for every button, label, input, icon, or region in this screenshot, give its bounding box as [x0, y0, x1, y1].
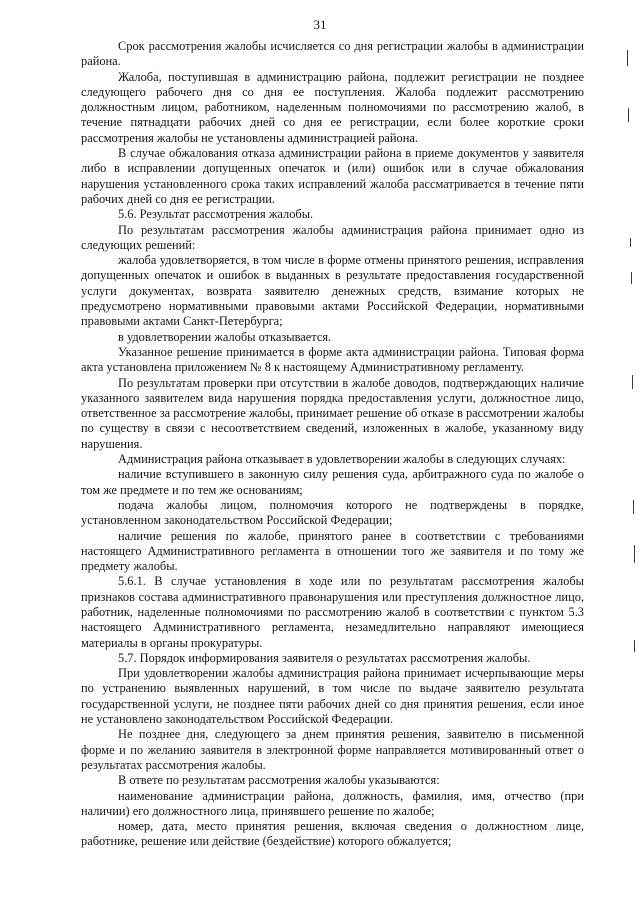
paragraph: В ответе по результатам рассмотрения жалобы указываются: [118, 773, 440, 788]
list-item: номер, дата, место принятия решения, включая сведения о должностном лице, работнике, решение или действие (бездействие) которого обжалуется; [81, 819, 584, 849]
scan-artifact-line [633, 500, 634, 514]
list-item: подача жалобы лицом, полномочия которого не подтверждены в порядке, установленном законодательством Российской Федерации; [81, 497, 584, 528]
list-item: наименование администрации района, должность, фамилия, имя, отчество (при наличии) его должностного лица, принявшего решение по жалобе; [81, 788, 584, 818]
paragraph: По результатам проверки при отсутствии в жалобе доводов, подтверждающих наличие указанного заявителем вида нарушения порядка предоставления услуги, должностное лицо, ответственное за рассмотрение жалобы, принимает решение об отказе в рассмотрении жалобы по существу в связи с несоответствием сведений, изложенных в жалобе, указанному виду нарушения. [81, 375, 584, 451]
list-item: в удовлетворении жалобы отказывается. [118, 329, 332, 344]
paragraph: Указанное решение принимается в форме акта администрации района. Типовая форма акта установлена приложением № 8 к настоящему Административному регламенту. [81, 344, 584, 375]
paragraph: В случае обжалования отказа администрации района в приеме документов у заявителя либо в исправлении допущенных опечаток и (или) ошибок или в случае обжалования нарушения установленного срока таких исправлений жалоба рассматривается в течение пяти рабочих дней со дня ее регистрации. [81, 146, 584, 206]
scan-artifact-line [628, 108, 629, 122]
paragraph: При удовлетворении жалобы администрация района принимает исчерпывающие меры по устранению выявленных нарушений, в том числе по выдаче заявителю результата государственной услуги, не позднее пяти рабочих дней со дня принятия решения, если иное не установлено законодательством Российской Федерации. [81, 666, 584, 727]
paragraph: Не позднее дня, следующего за днем принятия решения, заявителю в письменной форме и по желанию заявителя в электронной форме направляется мотивированный ответ о результатах рассмотрения жалобы. [81, 727, 584, 772]
paragraph: 5.6.1. В случае установления в ходе или по результатам рассмотрения жалобы признаков состава административного правонарушения или преступления должностное лицо, работник, наделенные полномочиями по рассмотрению жалоб в соответствии с пунктом 5.3 настоящего Административного регламента, незамедлительно направляют имеющиеся материалы в органы прокуратуры. [81, 574, 584, 650]
section-heading: 5.6. Результат рассмотрения жалобы. [118, 207, 314, 222]
paragraph: По результатам рассмотрения жалобы администрация района принимает одно из следующих решений: [81, 222, 584, 252]
scan-artifact-line [632, 375, 633, 389]
paragraph: Жалоба, поступившая в администрацию района, подлежит регистрации не позднее следующего рабочего дня со дня ее поступления. Жалоба подлежит рассмотрению должностным лицом, работником, наделенным полномочиями по рассмотрению жалоб, в течение пятнадцати рабочих дней со дня ее регистрации, если более короткие сроки рассмотрения жалобы не установлены администрацией района. [81, 69, 584, 145]
page-number: 31 [313, 17, 327, 32]
list-item: наличие вступившего в законную силу решения суда, арбитражного суда по жалобе о том же предмете и по тем же основаниям; [81, 467, 584, 497]
scan-artifact-line [634, 640, 635, 652]
list-item: наличие решения по жалобе, принятого ранее в соответствии с требованиями настоящего Административного регламента в отношении того же заявителя и по тому же предмету жалобы. [81, 528, 584, 574]
document-body [81, 39, 584, 850]
list-item: жалоба удовлетворяется, в том числе в форме отмены принятого решения, исправления допущенных опечаток и ошибок в выданных в результате предоставления государственной услуги документах, возврата заявителю денежных средств, взимание которых не предусмотрено нормативными правовыми актами Российской Федерации, нормативными правовыми актами Санкт-Петербурга; [81, 253, 584, 329]
section-heading: 5.7. Порядок информирования заявителя о результатах рассмотрения жалобы. [118, 650, 531, 665]
scan-artifact-line [631, 272, 632, 284]
scan-artifact-line [627, 50, 628, 66]
paragraph: Срок рассмотрения жалобы исчисляется со дня регистрации жалобы в администрации района. [81, 39, 584, 69]
scan-artifact-line [634, 545, 635, 563]
scan-artifact-line [630, 238, 631, 247]
paragraph: Администрация района отказывает в удовлетворении жалобы в следующих случаях: [118, 452, 566, 467]
